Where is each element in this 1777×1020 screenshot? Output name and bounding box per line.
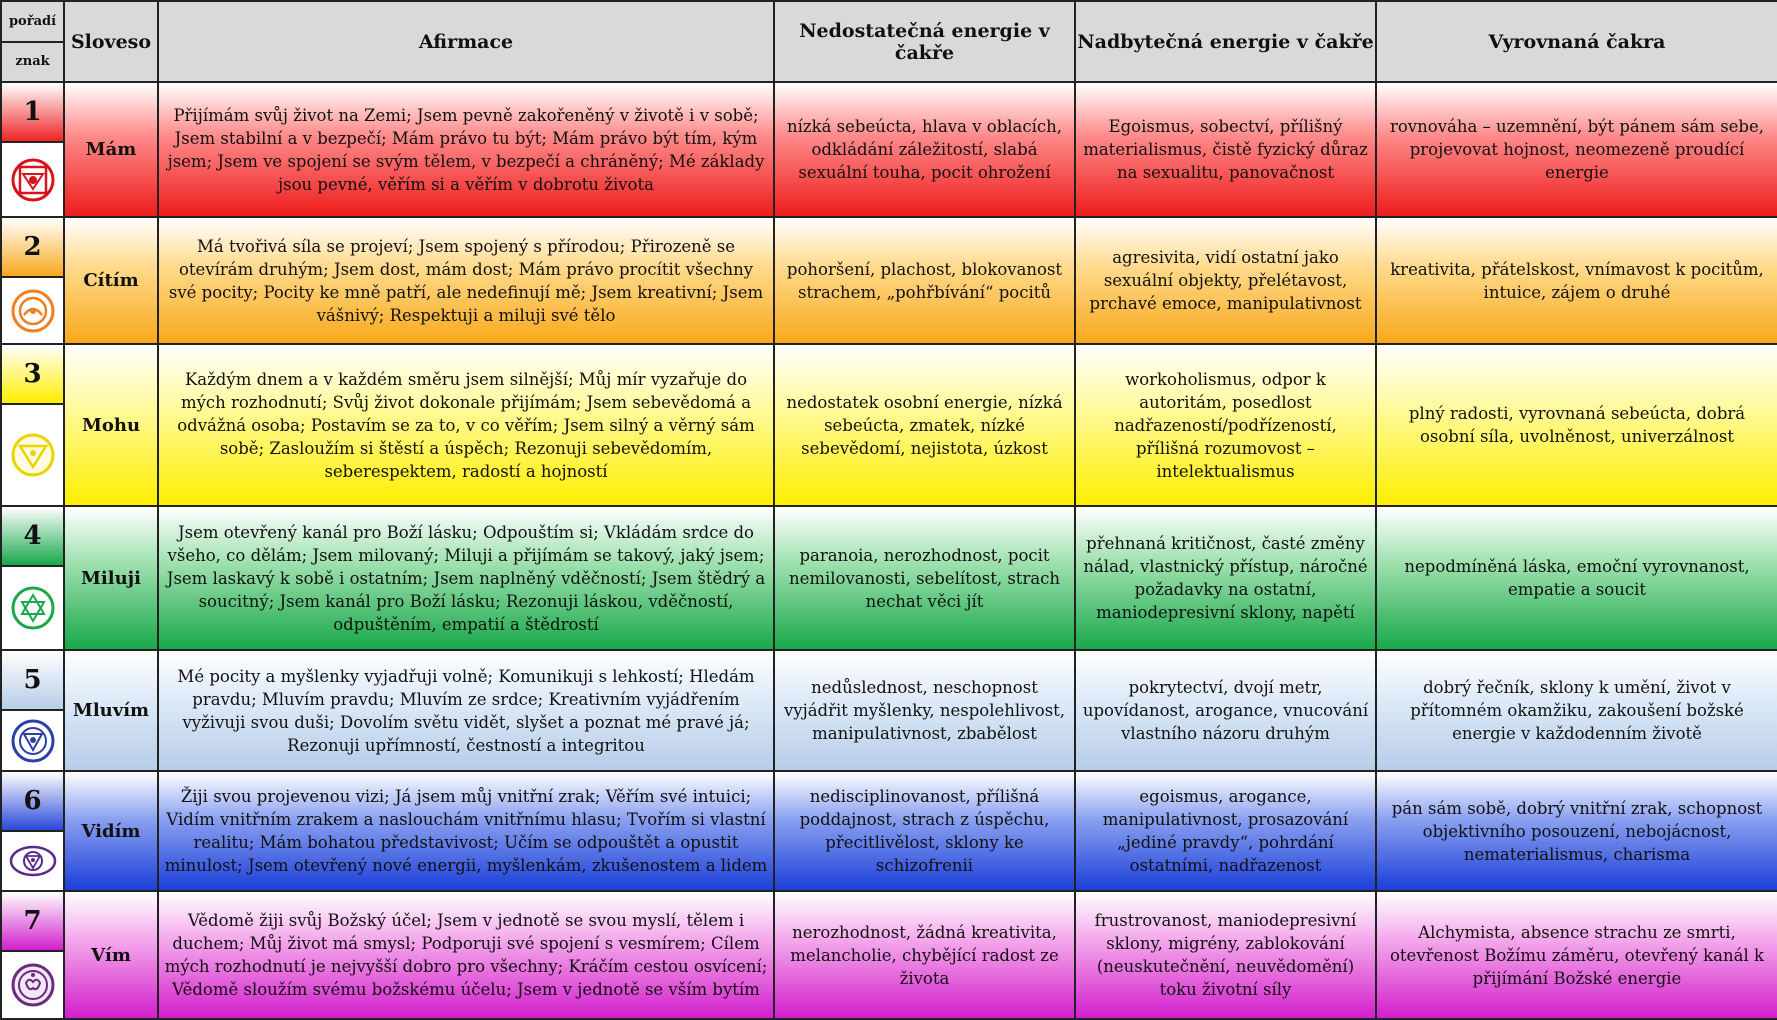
chakra-affirmation: Mé pocity a myšlenky vyjadřuji volně; Komunikuji s lehkostí; Hledám pravdu; Mluvím pravdu; Mluvím ze srdce; Kreativním vyjádřením vyživuji svou duši; Dovolím světu vidět, slyšet a poznat mé pravé já; Rezonuji upřímností, čestností a integritou [158, 650, 774, 771]
chakra-deficient: nerozhodnost, žádná kreativita, melancholie, chybějící radost ze života [774, 891, 1075, 1019]
chakra-number: 2 [1, 217, 64, 277]
chakra-balanced: Alchymista, absence strachu ze smrti, otevřenost Božímu záměru, otevřený kanál k přijímání Božské energie [1376, 891, 1777, 1019]
chakra-deficient: nedůslednost, neschopnost vyjádřit myšlenky, nespolehlivost, manipulativnost, zbabělost [774, 650, 1075, 771]
header-znak: znak [1, 42, 64, 83]
chakra-balanced: dobrý řečník, sklony k umění, život v přítomném okamžiku, zakoušení božské energie v každodenním životě [1376, 650, 1777, 771]
header-poradi: pořadí [1, 1, 64, 42]
chakra-deficient: paranoia, nerozhodnost, pocit nemilovanosti, sebelítost, strach nechat věci jít [774, 506, 1075, 650]
chakra-verb: Miluji [64, 506, 158, 650]
chakra-balanced: pán sám sobě, dobrý vnitřní zrak, schopnost objektivního posouzení, nebojácnost, nematerialismus, charisma [1376, 771, 1777, 891]
chakra-number: 5 [1, 650, 64, 710]
chakra-affirmation: Jsem otevřený kanál pro Boží lásku; Odpouštím si; Vkládám srdce do všeho, co dělám; Jsem milovaný; Miluji a přijímám se takový, jaký jsem; Jsem laskavý k sobě i ostatním; Jsem naplněný vděčností; Jsem štědrý a soucitný; Jsem kanál pro Boží lásku; Rezonuji láskou, vděčností, odpuštěním, empatií a štědrostí [158, 506, 774, 650]
chakra-excessive: přehnaná kritičnost, časté změny nálad, vlastnický přístup, náročné požadavky na ostatní, maniodepresivní sklony, napětí [1075, 506, 1376, 650]
chakra-excessive: workoholismus, odpor k autoritám, posedlost nadřazeností/podřízeností, přílišná rozumovost – intelektualismus [1075, 344, 1376, 506]
solar-plexus-chakra-icon [1, 404, 64, 506]
chakra-affirmation: Každým dnem a v každém směru jsem silnější; Můj mír vyzařuje do mých rozhodnutí; Svůj život dokonale přijímám; Jsem sebevědomá a odvážná osoba; Postavím se za to, v co věřím; Jsem silný a věrný sám sobě; Zasloužím si štěstí a úspěch; Rezonuji sebevědomím, seberespektem, radostí a hojností [158, 344, 774, 506]
chakra-affirmation: Má tvořivá síla se projeví; Jsem spojený s přírodou; Přirozeně se otevírám druhým; Jsem dost, mám dost; Mám právo procítit všechny své pocity; Pocity ke mně patří, ale nedefinují mě; Jsem kreativní; Jsem vášnivý; Respektuji a miluji své tělo [158, 217, 774, 344]
header-afirmace: Afirmace [158, 1, 774, 82]
chakra-excessive: egoismus, arogance, manipulativnost, prosazování „jediné pravdy“, pohrdání ostatními, nadřazenost [1075, 771, 1376, 891]
chakra-excessive: frustrovanost, maniodepresivní sklony, migrény, zablokování (neuskutečnění, neuvědomění) toku životní síly [1075, 891, 1376, 1019]
root-chakra-icon [1, 142, 64, 217]
sacral-chakra-icon [1, 277, 64, 344]
chakra-balanced: plný radosti, vyrovnaná sebeúcta, dobrá osobní síla, uvolněnost, univerzálnost [1376, 344, 1777, 506]
chakra-number: 3 [1, 344, 64, 404]
chakra-number: 4 [1, 506, 64, 566]
chakra-verb: Mohu [64, 344, 158, 506]
heart-chakra-icon [1, 566, 64, 650]
chakra-verb: Mám [64, 82, 158, 217]
third-eye-chakra-icon [1, 831, 64, 891]
chakra-verb: Vidím [64, 771, 158, 891]
chakra-verb: Mluvím [64, 650, 158, 771]
chakra-deficient: nedisciplinovanost, přílišná poddajnost, strach z úspěchu, přecitlivělost, sklony ke schizofrenii [774, 771, 1075, 891]
chakra-affirmation: Přijímám svůj život na Zemi; Jsem pevně zakořeněný v životě i v sobě; Jsem stabilní a v bezpečí; Mám právo tu být; Mám právo být tím, kým jsem; Jsem ve spojení se svým tělem, v bezpečí a chráněný; Mé základy jsou pevné, věřím si a věřím v dobrotu života [158, 82, 774, 217]
chakra-excessive: pokrytectví, dvojí metr, upovídanost, arogance, vnucování vlastního názoru druhým [1075, 650, 1376, 771]
chakra-excessive: Egoismus, sobectví, přílišný materialismus, čistě fyzický důraz na sexualitu, panovačnost [1075, 82, 1376, 217]
header-nadbytecna: Nadbytečná energie v čakře [1075, 1, 1376, 82]
chakra-affirmation: Vědomě žiji svůj Božský účel; Jsem v jednotě se svou myslí, tělem i duchem; Můj život má smysl; Podporuji své spojení s vesmírem; Cílem mých rozhodnutí je nejvyšší dobro pro všechny; Kráčím cestou osvícení; Vědomě sloužím svému božskému účelu; Jsem v jednotě se vším bytím [158, 891, 774, 1019]
crown-chakra-icon [1, 951, 64, 1019]
chakra-number: 7 [1, 891, 64, 951]
header-nedostatecna: Nedostatečná energie v čakře [774, 1, 1075, 82]
throat-chakra-icon [1, 710, 64, 771]
chakra-deficient: nízká sebeúcta, hlava v oblacích, odkládání záležitostí, slabá sexuální touha, pocit ohrožení [774, 82, 1075, 217]
chakra-affirmation: Žiji svou projevenou vizi; Já jsem můj vnitřní zrak; Věřím své intuici; Vidím vnitřním zrakem a naslouchám vnitřnímu hlasu; Tvořím si vlastní realitu; Mám bohatou představivost; Učím se odpouštět a opustit minulost; Jsem otevřený nové energii, myšlenkám, zkušenostem a lidem [158, 771, 774, 891]
chakra-balanced: rovnováha – uzemnění, být pánem sám sebe, projevovat hojnost, neomezeně proudící energie [1376, 82, 1777, 217]
chakra-number: 6 [1, 771, 64, 831]
header-sloveso: Sloveso [64, 1, 158, 82]
chakra-balanced: kreativita, přátelskost, vnímavost k pocitům, intuice, zájem o druhé [1376, 217, 1777, 344]
header-vyrovnana: Vyrovnaná čakra [1376, 1, 1777, 82]
chakra-verb: Vím [64, 891, 158, 1019]
chakra-excessive: agresivita, vidí ostatní jako sexuální objekty, přelétavost, prchavé emoce, manipulativnost [1075, 217, 1376, 344]
chakra-number: 1 [1, 82, 64, 142]
chakra-deficient: nedostatek osobní energie, nízká sebeúcta, zmatek, nízké sebevědomí, nejistota, úzkost [774, 344, 1075, 506]
chakra-deficient: pohoršení, plachost, blokovanost strachem, „pohřbívání“ pocitů [774, 217, 1075, 344]
chakra-balanced: nepodmíněná láska, emoční vyrovnanost, empatie a soucit [1376, 506, 1777, 650]
chakra-verb: Cítím [64, 217, 158, 344]
